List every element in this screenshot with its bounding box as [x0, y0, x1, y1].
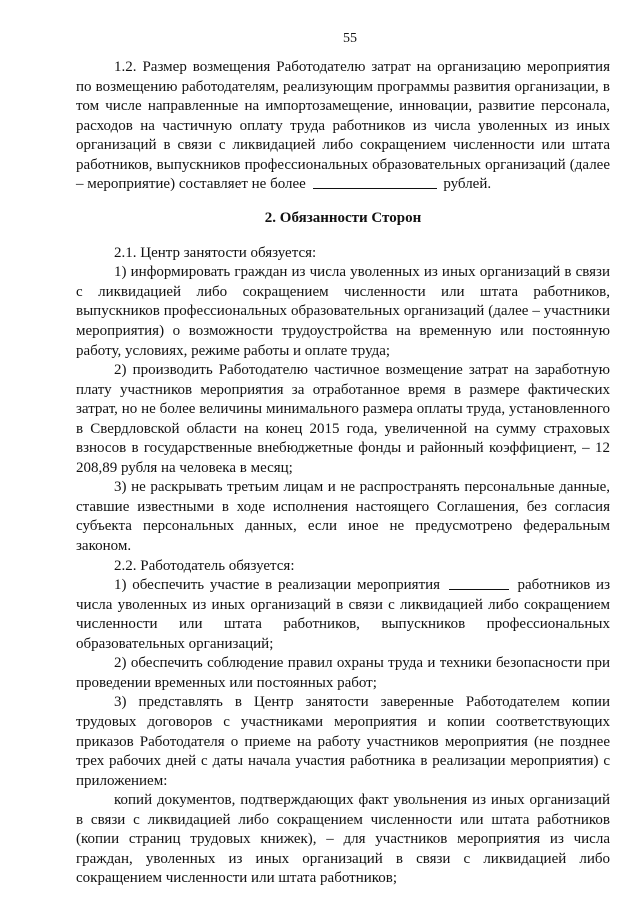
paragraph-2-1-1: 1) информировать граждан из числа уволенных из иных организаций в связи с ликвидацией либо сокращением численности или штата работников, выпускников профессиональных образовательных организаций (далее – участники мероприятия) о возможности трудоустройства на временную или постоянную работу, условиях, режиме работы и оплате труда; [76, 264, 610, 359]
section-heading: 2. Обязанности Сторон [264, 209, 422, 226]
document-page [76, 30, 610, 889]
paragraph-2-1: 2.1. Центр занятости обязуется: [114, 244, 317, 261]
paragraph-2-2-1-text: 1) обеспечить участие в реализации мероприятия [114, 577, 441, 594]
paragraph-2-2-1-rest: работников из числа уволенных из иных организаций в связи с ликвидацией либо сокращением численности или штата работников, выпускников профессиональных образовательных организаций; [76, 577, 610, 652]
paragraph-2-1-2: 2) производить Работодателю частичное возмещение затрат на заработную плату участников мероприятия за отработанное время в размере фактических затрат, но не более величины минимального размера оплаты труда, установленного в Свердловской области на конец 2015 года, увеличенной на сумму страховых взносов в государственные внебюджетные фонды и районный коэффициент, – 12 208,89 рубля на человека в месяц; [76, 362, 610, 476]
amount-blank-line [313, 187, 437, 189]
paragraph-2-2-1 [76, 576, 610, 654]
workers-count-blank-line [449, 588, 509, 590]
paragraph-2-2: 2.2. Работодатель обязуется: [114, 557, 295, 574]
paragraph-1-2-text: 1.2. Размер возмещения Работодателю затрат на организацию мероприятия по возмещению работодателям, реализующим программы развития организации, в том числе направленные на импортозамещение, инновации, развитие персонала, расходов на частичную оплату труда работников из числа уволенных из иных организаций в связи с ликвидацией либо сокращением численности или штата работников, выпускников профессиональных образовательных организаций (далее – мероприятие) составляет не более [76, 59, 610, 193]
paragraph-2-2-2: 2) обеспечить соблюдение правил охраны труда и техники безопасности при проведении временных или постоянных работ; [76, 655, 610, 691]
paragraph-1-2-unit: рублей. [443, 176, 492, 193]
paragraph-2-1-3: 3) не раскрывать третьим лицам и не распространять персональные данные, ставшие известными в ходе исполнения настоящего Соглашения, без согласия субъекта персональных данных, если иное не предусмотрено федеральным законом. [76, 479, 610, 555]
paragraph-copies: копий документов, подтверждающих факт увольнения из иных организаций в связи с ликвидацией либо сокращением численности или штата работников (копии страниц трудовых книжек), – для участников мероприятия из числа граждан, уволенных из иных организаций в связи с ликвидацией либо сокращением численности или штата работников; [76, 792, 610, 887]
paragraph-2-2-3: 3) представлять в Центр занятости заверенные Работодателем копии трудовых договоров с участниками мероприятия и копии соответствующих приказов Работодателя о приеме на работу участников мероприятия (не позднее трех рабочих дней с даты начала участия работника в реализации мероприятия) с приложением: [76, 694, 610, 789]
page-number: 55 [343, 31, 357, 46]
paragraph-1-2 [76, 58, 610, 195]
